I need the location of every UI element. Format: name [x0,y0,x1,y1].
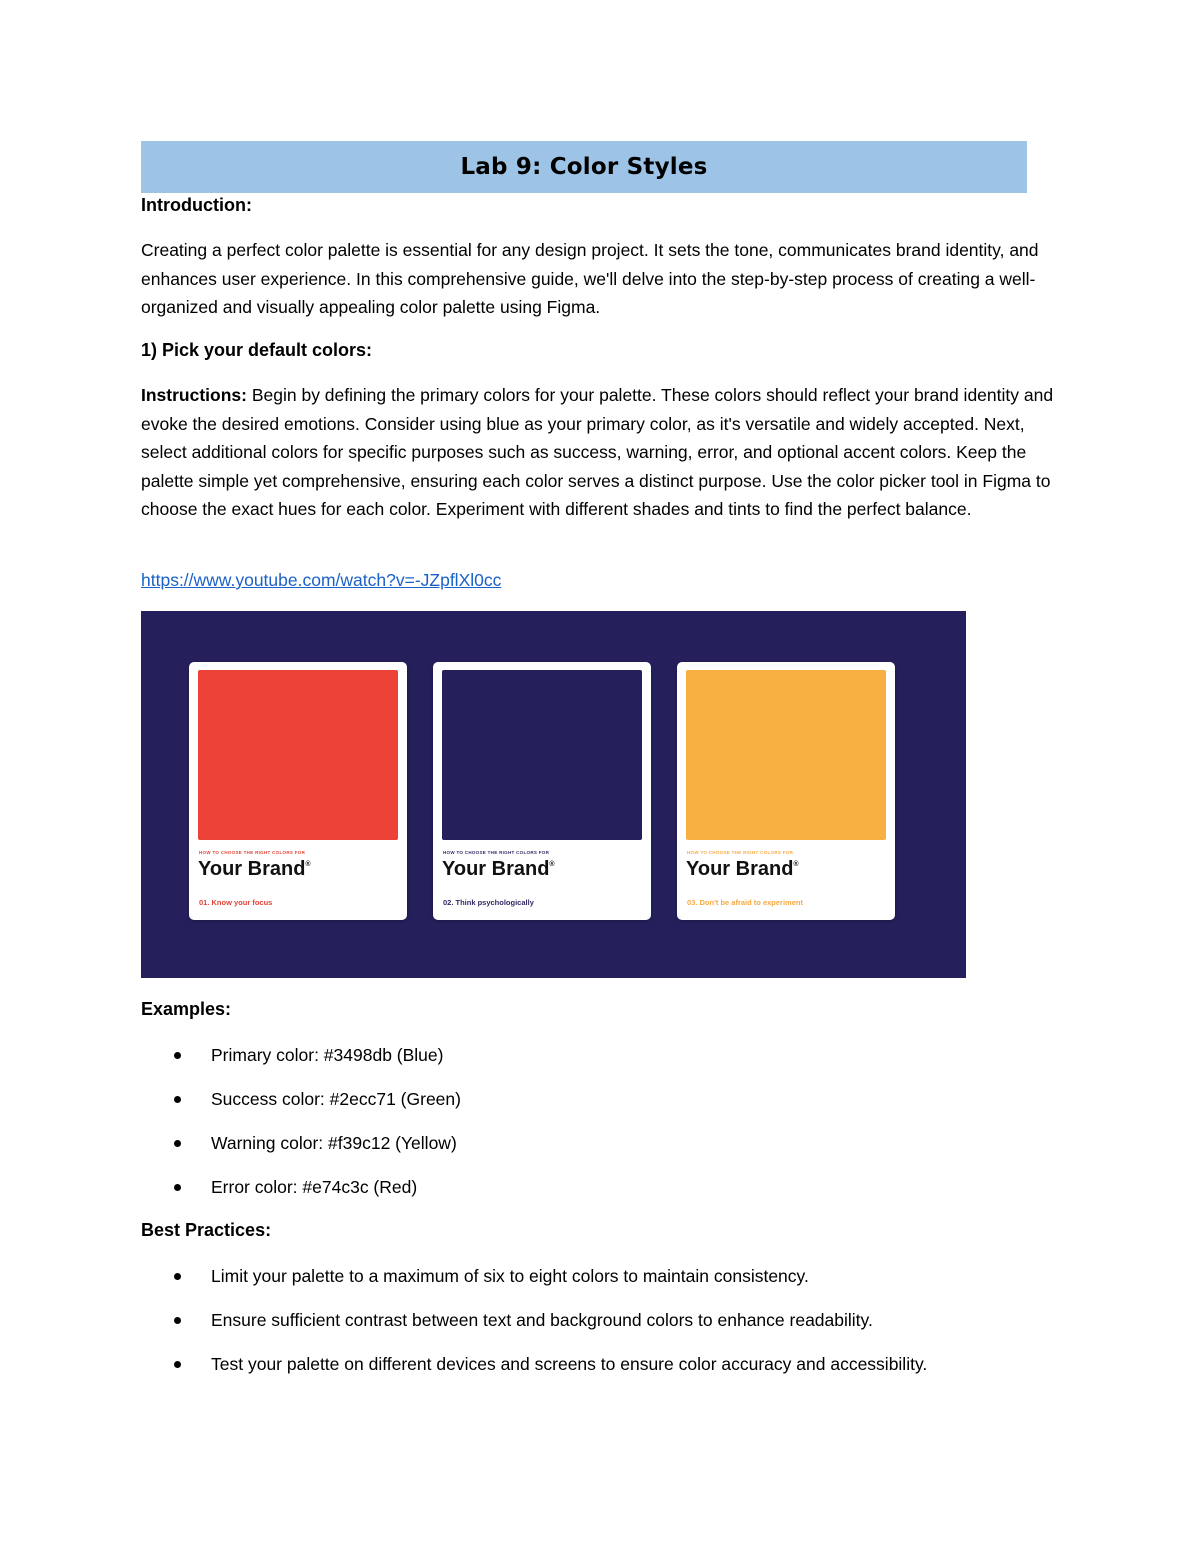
card-brand: Your Brand® [686,858,799,880]
brand-card-orange [677,662,895,920]
bullet-icon [174,1361,181,1368]
registered-mark: ® [305,861,311,868]
registered-mark: ® [793,861,799,868]
title-bar [141,141,1027,193]
intro-paragraph: Creating a perfect color palette is essential for any design project. It sets the tone, communicates brand identity, and enhances user experience. In this comprehensive guide, we'll delve into the step-by-step process of creating a well-organized and visually appealing color palette using Figma. [141,240,1039,318]
red-swatch [198,670,398,840]
best-practices-list [141,1264,927,1396]
examples-list [141,1043,461,1219]
list-item: Error color: #e74c3c (Red) [141,1175,461,1219]
bullet-icon [174,1273,181,1280]
list-item: Ensure sufficient contrast between text and background colors to enhance readability. [141,1308,927,1352]
bullet-icon [174,1096,181,1103]
card-tag: 03. Don't be afraid to experiment [687,898,803,907]
card-kicker: HOW TO CHOOSE THE RIGHT COLORS FOR [199,850,306,855]
instructions-paragraph [141,381,1061,524]
list-item: Test your palette on different devices and screens to ensure color accuracy and accessibility. [141,1352,927,1396]
instructions-text: Begin by defining the primary colors for your palette. These colors should reflect your brand identity and evoke the desired emotions. Consider using blue as your primary color, as it's versatile and widely accepted. Next, select additional colors for specific purposes such as success, warning, error, and optional accent colors. Keep the palette simple yet comprehensive, ensuring each color serves a distinct purpose. Use the color picker tool in Figma to choose the exact hues for each color. Experiment with different shades and tints to find the perfect balance. [141,385,1054,520]
brand-card-navy [433,662,651,920]
bullet-icon [174,1184,181,1191]
navy-swatch [442,670,642,840]
list-item: Success color: #2ecc71 (Green) [141,1087,461,1131]
best-practices-heading: Best Practices: [141,1220,272,1240]
card-tag: 01. Know your focus [199,898,273,907]
brand-card-red [189,662,407,920]
examples-heading: Examples: [141,999,232,1019]
section1-heading: 1) Pick your default colors: [141,340,373,360]
card-tag: 02. Think psychologically [443,898,534,907]
card-brand: Your Brand® [442,858,555,880]
card-kicker: HOW TO CHOOSE THE RIGHT COLORS FOR [443,850,550,855]
youtube-link[interactable]: https://www.youtube.com/watch?v=-JZpflXl0cc [141,570,502,590]
bullet-icon [174,1052,181,1059]
bullet-icon [174,1317,181,1324]
card-kicker: HOW TO CHOOSE THE RIGHT COLORS FOR [687,850,794,855]
page-title: Lab 9: Color Styles [460,154,708,180]
bullet-icon [174,1140,181,1147]
list-item: Warning color: #f39c12 (Yellow) [141,1131,461,1175]
list-item: Limit your palette to a maximum of six to eight colors to maintain consistency. [141,1264,927,1308]
list-item: Primary color: #3498db (Blue) [141,1043,461,1087]
intro-heading: Introduction: [141,195,252,215]
brand-colors-image [141,611,966,978]
card-brand: Your Brand® [198,858,311,880]
instructions-label: Instructions: [141,385,247,405]
orange-swatch [686,670,886,840]
registered-mark: ® [549,861,555,868]
